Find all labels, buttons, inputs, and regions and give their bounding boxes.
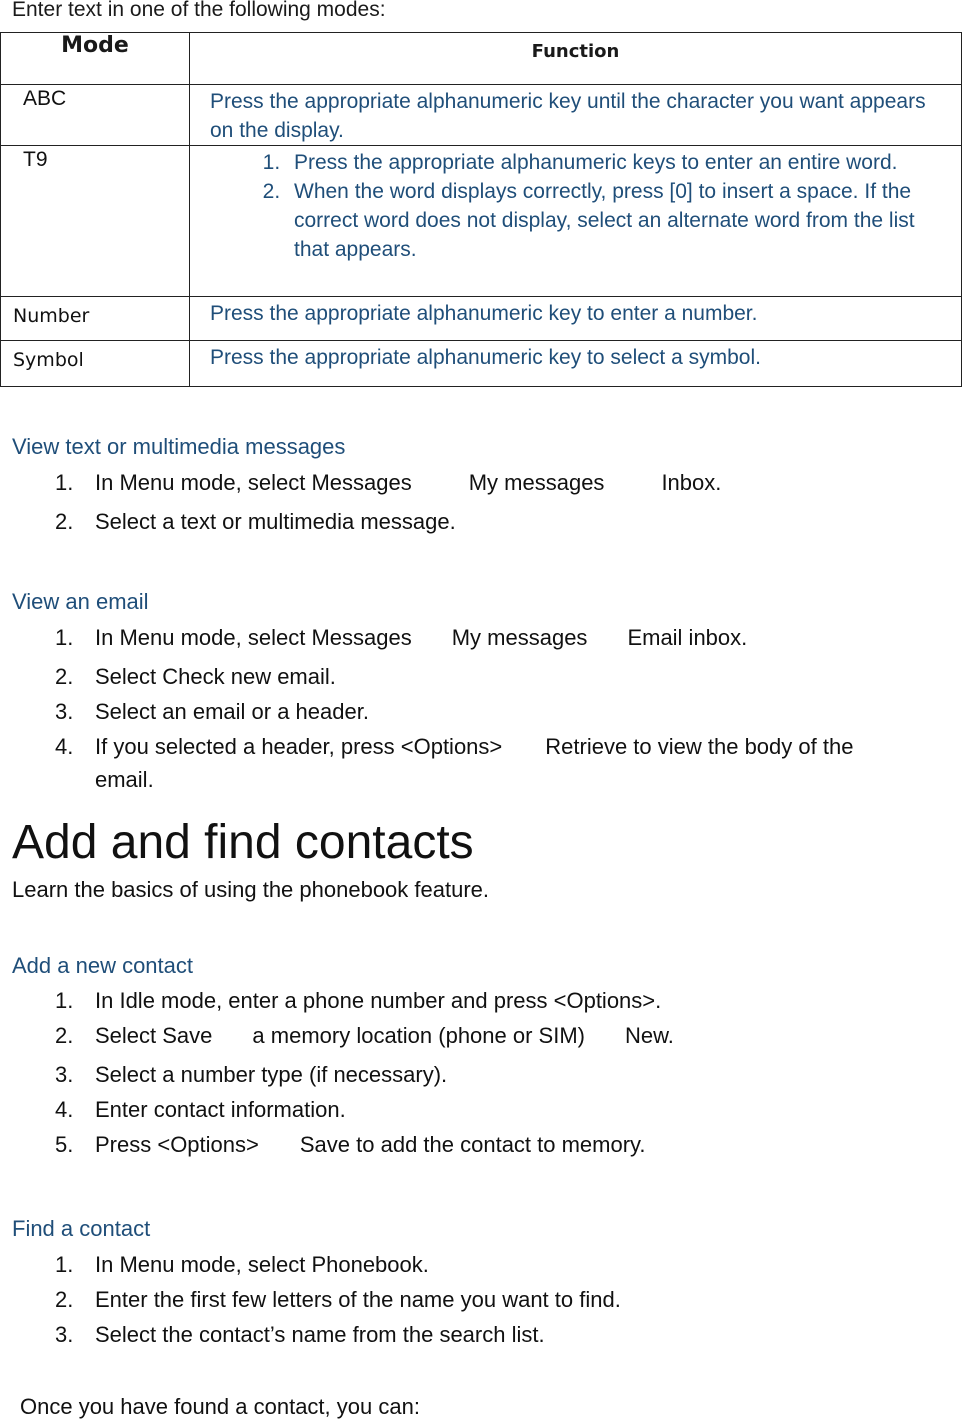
add-contact-heading: Add a new contact <box>12 953 194 978</box>
function-t9 <box>190 146 962 297</box>
section-subtitle: Learn the basics of using the phonebook feature. <box>12 877 490 902</box>
list-number: 3. <box>55 1322 74 1347</box>
list-item: Press <Options> → Save to add the contact to memory. <box>95 1132 646 1157</box>
arrow-icon: → <box>512 734 535 759</box>
arrow-icon: → <box>429 470 452 495</box>
text-modes-table <box>0 32 962 387</box>
t9-step-2: 2. When the word displays correctly, press [0] to insert a space. If the correct word does not display, select an alternate word from the list that appears. <box>286 177 951 264</box>
arrow-icon: → <box>221 1023 244 1048</box>
table-row <box>1 297 962 341</box>
arrow-icon: → <box>593 1023 616 1048</box>
list-number: 4. <box>55 1097 74 1122</box>
function-abc: Press the appropriate alphanumeric key until the character you want appears on the display. <box>190 85 962 146</box>
list-number: 3. <box>55 699 74 724</box>
function-symbol: Press the appropriate alphanumeric key to select a symbol. <box>190 341 962 387</box>
arrow-icon: → <box>596 625 619 650</box>
list-number: 2. <box>55 509 74 534</box>
list-item: Select Check new email. <box>95 664 336 689</box>
list-number: 4. <box>55 734 74 759</box>
list-number: 1. <box>55 470 74 495</box>
list-item: Enter contact information. <box>95 1097 346 1122</box>
list-item: In Menu mode, select Phonebook. <box>95 1252 429 1277</box>
table-row <box>1 146 962 297</box>
find-contact-heading: Find a contact <box>12 1216 151 1241</box>
function-number: Press the appropriate alphanumeric key to enter a number. <box>190 297 962 341</box>
arrow-icon: → <box>268 1132 291 1157</box>
mode-number: Number <box>1 297 190 341</box>
mode-t9: T9 <box>1 146 190 297</box>
table-header-row <box>1 33 962 85</box>
list-number: 5. <box>55 1132 74 1157</box>
list-item-continued: email. <box>95 767 154 792</box>
list-item: Enter the first few letters of the name you want to find. <box>95 1287 621 1312</box>
list-item: Select the contact’s name from the search list. <box>95 1322 545 1347</box>
function-header: Function <box>190 33 962 85</box>
list-number: 2. <box>55 664 74 689</box>
list-item: Select an email or a header. <box>95 699 369 724</box>
view-messages-heading: View text or multimedia messages <box>12 434 346 459</box>
list-item: Select a text or multimedia message. <box>95 509 456 534</box>
list-number: 2. <box>55 1023 74 1048</box>
list-item: In Menu mode, select Messages → My messages → Email inbox. <box>95 625 748 650</box>
list-item: If you selected a header, press <Options> → Retrieve to view the body of the <box>95 734 854 759</box>
arrow-icon: → <box>621 470 644 495</box>
intro-text: Enter text in one of the following modes: <box>12 0 386 21</box>
list-number: 1. <box>55 1252 74 1277</box>
list-number: 2. <box>55 1287 74 1312</box>
list-number: 1. <box>55 625 74 650</box>
table-row <box>1 341 962 387</box>
footer-text: Once you have found a contact, you can: <box>20 1394 420 1419</box>
list-item: In Menu mode, select Messages → My messages → Inbox. <box>95 470 722 495</box>
list-number: 1. <box>55 988 74 1013</box>
list-number: 3. <box>55 1062 74 1087</box>
list-item: Select a number type (if necessary). <box>95 1062 448 1087</box>
table-row <box>1 85 962 146</box>
mode-symbol: Symbol <box>1 341 190 387</box>
mode-header: Mode <box>1 33 190 85</box>
list-item: Select Save → a memory location (phone or SIM) → New. <box>95 1023 674 1048</box>
section-title: Add and find contacts <box>12 816 474 869</box>
mode-abc: ABC <box>1 85 190 146</box>
arrow-icon: → <box>420 625 443 650</box>
list-item: In Idle mode, enter a phone number and press <Options>. <box>95 988 662 1013</box>
view-email-heading: View an email <box>12 589 149 614</box>
t9-step-1: 1. Press the appropriate alphanumeric keys to enter an entire word. <box>286 148 951 177</box>
